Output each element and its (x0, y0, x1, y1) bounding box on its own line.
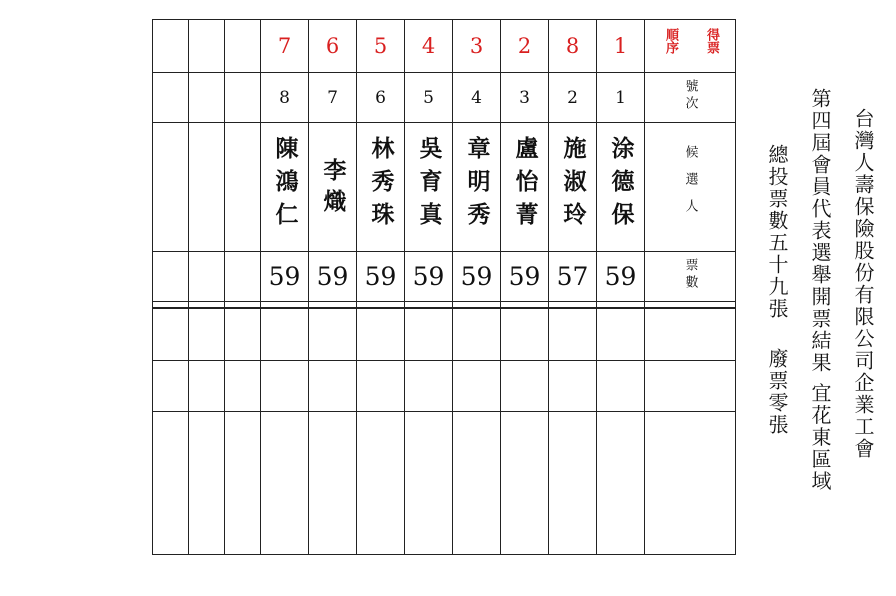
ballot-number: 5 (423, 87, 434, 108)
blank-cell (189, 73, 225, 123)
empty-row (153, 361, 736, 412)
rank-header (645, 20, 736, 73)
vote-count: 57 (556, 262, 589, 291)
ballot-number: 7 (327, 87, 338, 108)
vote-count: 59 (316, 262, 349, 291)
votes-label: 票數 (682, 257, 698, 292)
ballot-number: 1 (615, 87, 626, 108)
empty-row (153, 412, 736, 555)
number-header (645, 73, 736, 123)
row-vote-count (153, 252, 736, 302)
vote-count: 59 (604, 262, 637, 291)
rank-value: 7 (277, 34, 292, 58)
void-votes-text: 廢票零張 (765, 348, 789, 436)
candidate-name: 施淑玲 (559, 135, 587, 235)
vote-count: 59 (412, 262, 445, 291)
ballot-number: 8 (279, 87, 290, 108)
vote-count: 59 (268, 262, 301, 291)
candidate-name: 吳育真 (415, 135, 443, 235)
rank-cell (453, 20, 501, 73)
blank-cell (225, 123, 261, 252)
candidate-name: 林秀珠 (367, 135, 395, 235)
rank-cell (501, 20, 549, 73)
empty-row (153, 308, 736, 361)
rank-cell (309, 20, 357, 73)
rank-cell (261, 20, 309, 73)
blank-cell (225, 73, 261, 123)
rank-cell (549, 20, 597, 73)
blank-cell (153, 20, 189, 73)
votes-header (645, 252, 736, 302)
rank-cell (597, 20, 645, 73)
candidate-name: 涂德保 (607, 135, 635, 235)
rank-label-votes: 得票 (704, 28, 719, 54)
candidate-name: 盧怡菁 (511, 135, 539, 235)
rank-value: 8 (565, 34, 580, 58)
total-votes-text: 總投票數五十九張 (765, 144, 789, 320)
row-ballot-number (153, 73, 736, 123)
blank-cell (189, 20, 225, 73)
row-vote-rank (153, 20, 736, 73)
blank-cell (153, 252, 189, 302)
rank-value: 4 (421, 34, 436, 58)
rank-value: 3 (469, 34, 484, 58)
blank-cell (153, 73, 189, 123)
ballot-number: 3 (519, 87, 530, 108)
rank-value: 1 (613, 34, 628, 58)
vote-count: 59 (508, 262, 541, 291)
row-candidate-name (153, 123, 736, 252)
blank-cell (225, 20, 261, 73)
number-label: 號次 (682, 78, 698, 113)
blank-cell (189, 123, 225, 252)
rank-cell (405, 20, 453, 73)
ballot-number: 2 (567, 87, 578, 108)
vote-count: 59 (460, 262, 493, 291)
rank-value: 5 (373, 34, 388, 58)
rank-value: 2 (517, 34, 532, 58)
candidate-label: 候選人 (682, 144, 698, 226)
candidate-name: 李 熾 (319, 157, 347, 212)
ballot-summary (766, 144, 788, 436)
ballot-number: 6 (375, 87, 386, 108)
document-title-line1: 台灣人壽保險股份有限公司企業工會 (851, 108, 875, 460)
rank-value: 6 (325, 34, 340, 58)
blank-cell (189, 252, 225, 302)
rank-cell (357, 20, 405, 73)
blank-cell (153, 123, 189, 252)
ballot-number: 4 (471, 87, 482, 108)
candidate-name: 章明秀 (463, 135, 491, 235)
candidate-header (645, 123, 736, 252)
blank-cell (225, 252, 261, 302)
candidate-name: 陳鴻仁 (271, 135, 299, 235)
vote-count: 59 (364, 262, 397, 291)
results-table (152, 19, 736, 555)
document-title-line2: 第四屆會員代表選舉開票結果 宜花東區域 (808, 88, 832, 493)
rank-label-order: 順序 (663, 28, 678, 54)
